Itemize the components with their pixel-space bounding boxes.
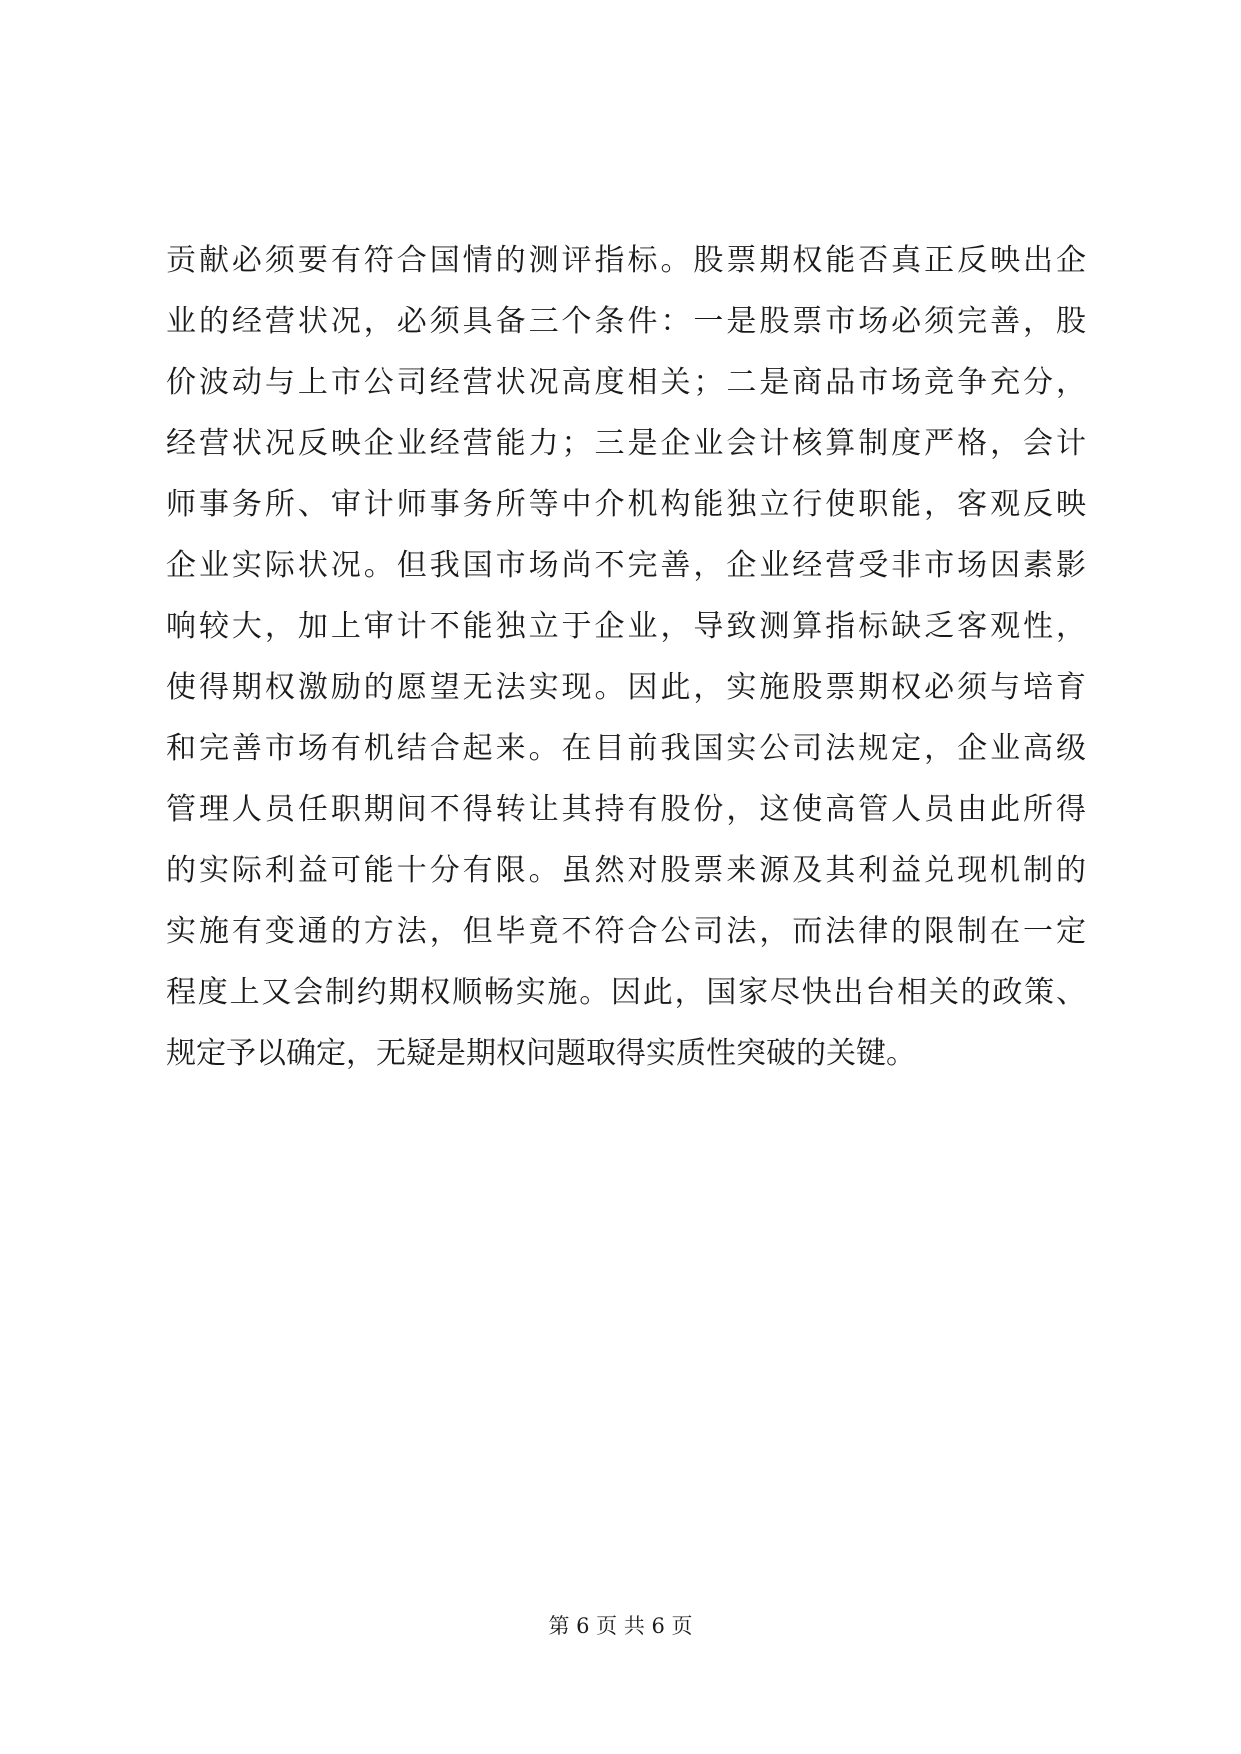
text-line: 价波动与上市公司经营状况高度相关；二是商品市场竞争充分，: [166, 365, 1086, 400]
text-line: 师事务所、审计师事务所等中介机构能独立行使职能，客观反映: [166, 487, 1086, 522]
text-line: 贡献必须要有符合国情的测评指标。股票期权能否真正反映出企: [166, 243, 1086, 278]
text-line: 管理人员任职期间不得转让其持有股份，这使高管人员由此所得: [166, 792, 1086, 827]
text-line: 的实际利益可能十分有限。虽然对股票来源及其利益兑现机制的: [166, 853, 1086, 888]
body-paragraph: [166, 230, 1086, 1084]
text-line: 企业实际状况。但我国市场尚不完善，企业经营受非市场因素影: [166, 548, 1086, 583]
text-line: 实施有变通的方法，但毕竟不符合公司法，而法律的限制在一定: [166, 914, 1086, 949]
page-number-footer: 第 6 页 共 6 页: [548, 1614, 693, 1638]
text-line: 响较大，加上审计不能独立于企业，导致测算指标缺乏客观性，: [166, 609, 1086, 644]
text-line: 经营状况反映企业经营能力；三是企业会计核算制度严格，会计: [166, 426, 1086, 461]
text-line: 使得期权激励的愿望无法实现。因此，实施股票期权必须与培育: [166, 670, 1086, 705]
text-line: 程度上又会制约期权顺畅实施。因此，国家尽快出台相关的政策、: [166, 975, 1086, 1010]
text-line: 和完善市场有机结合起来。在目前我国实公司法规定，企业高级: [166, 731, 1086, 766]
text-line: 业的经营状况，必须具备三个条件：一是股票市场必须完善，股: [166, 304, 1086, 339]
text-line-last: 规定予以确定，无疑是期权问题取得实质性突破的关键。: [166, 1036, 916, 1071]
